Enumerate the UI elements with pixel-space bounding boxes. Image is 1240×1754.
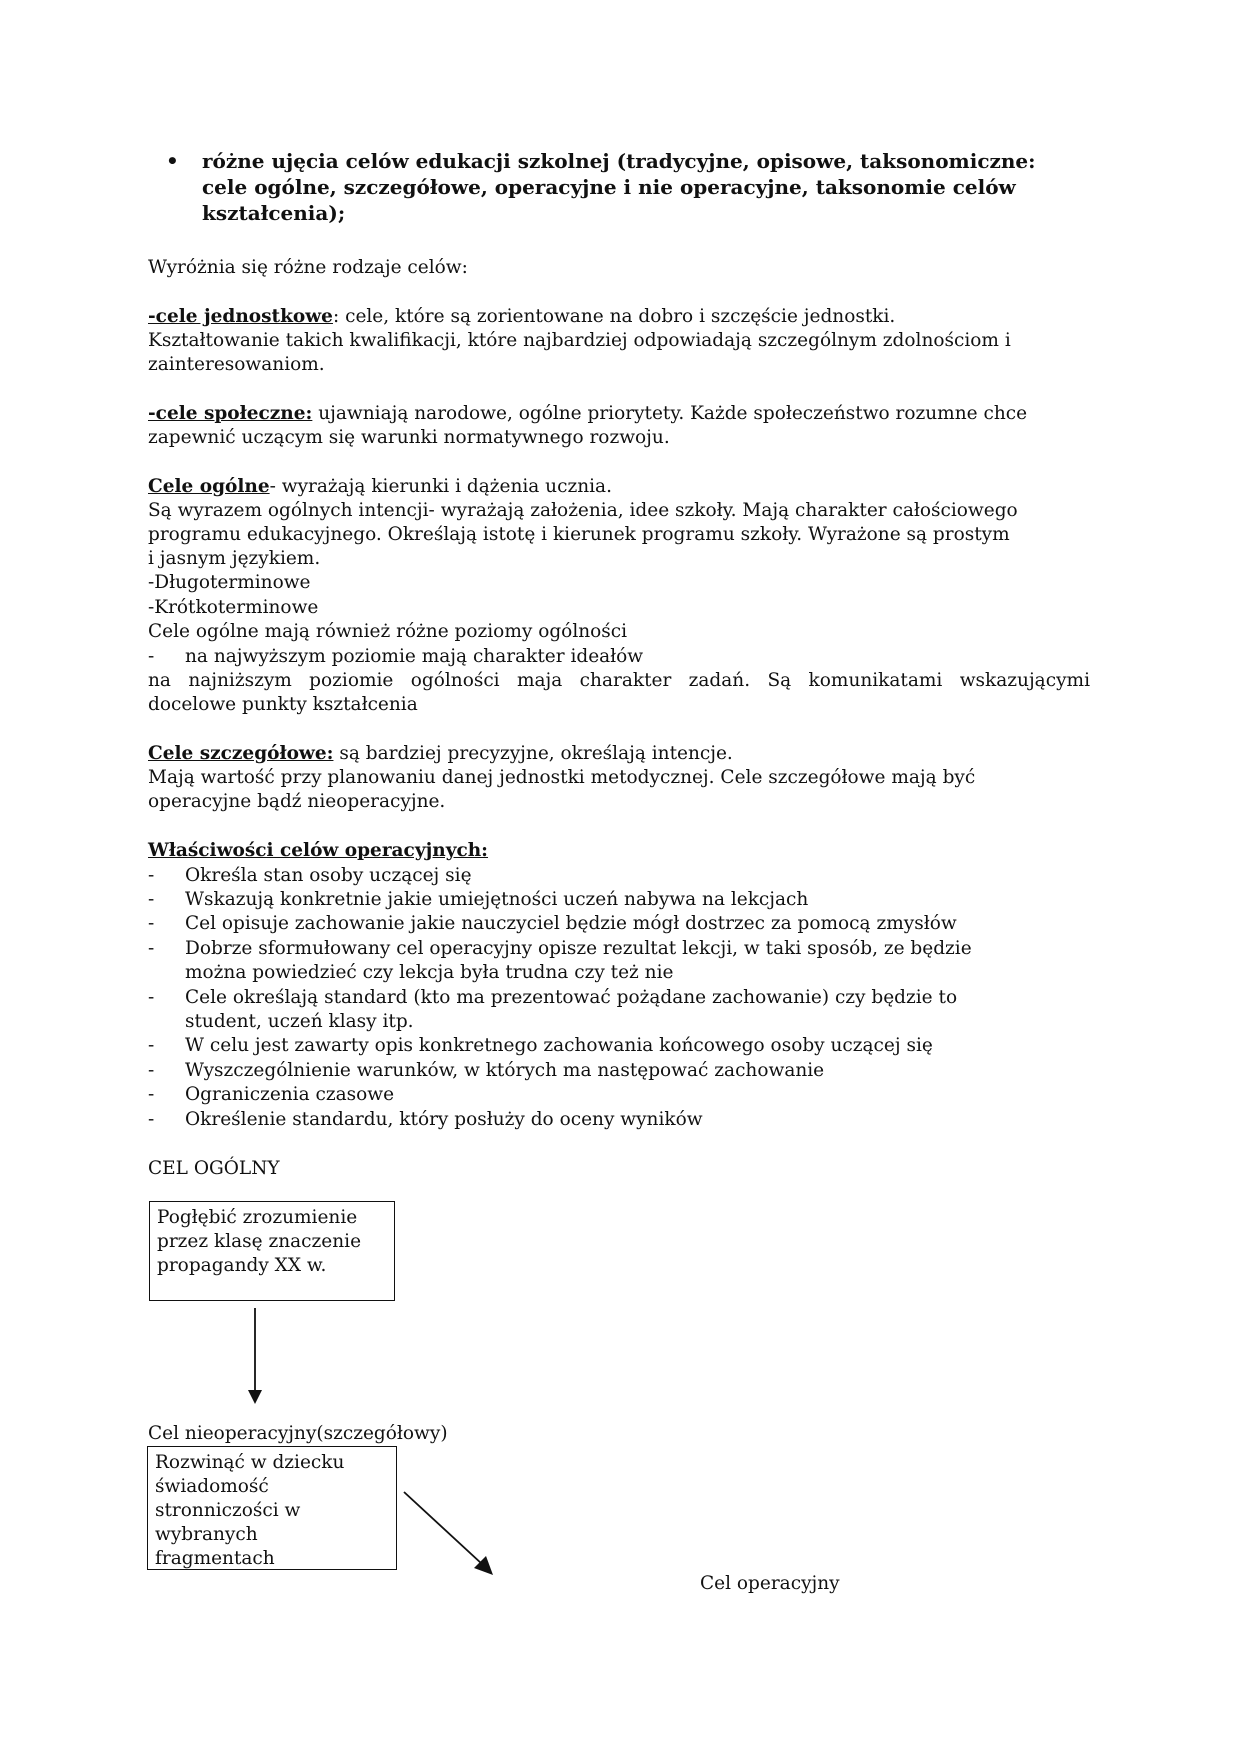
heading-line: cele ogólne, szczegółowe, operacyjne i nie operacyjne, taksonomie celów (202, 175, 1016, 199)
box-line: fragmentach (155, 1548, 275, 1569)
cel-operacyjny-label: Cel operacyjny (700, 1573, 840, 1594)
dash-marker: - (148, 987, 155, 1008)
dash-marker: - (148, 938, 155, 959)
paragraph-line: Kształtowanie takich kwalifikacji, które najbardziej odpowiadają szczególnym zdolnościom i (148, 330, 1011, 351)
intro-text: Wyróżnia się różne rodzaje celów: (148, 257, 468, 278)
paragraph-line: -Długoterminowe (148, 572, 311, 593)
box-line: świadomość (155, 1476, 269, 1497)
list-item: Określenie standardu, który posłuży do oceny wyników (185, 1109, 703, 1130)
cele-spoleczne-text: ujawniają narodowe, ogólne priorytety. Każde społeczeństwo rozumne chce (312, 403, 1028, 424)
cele-jednostkowe-text: : cele, które są zorientowane na dobro i szczęście jednostki. (332, 306, 896, 327)
paragraph-line: -Krótkoterminowe (148, 597, 319, 618)
arrow-down-icon (240, 1308, 270, 1404)
list-item-continuation: student, uczeń klasy itp. (185, 1011, 414, 1032)
list-item-continuation: można powiedzieć czy lekcja była trudna czy też nie (185, 962, 674, 983)
paragraph-line: zapewnić uczącym się warunki normatywnego rozwoju. (148, 427, 670, 448)
cele-jednostkowe-line (148, 305, 895, 329)
dash-marker: - (148, 1035, 155, 1056)
dash-marker: - (148, 889, 155, 910)
cele-ogolne-line (148, 475, 612, 499)
dash-marker: - (148, 646, 155, 667)
paragraph-line: Cele ogólne mają również różne poziomy ogólności (148, 621, 628, 642)
cele-spoleczne-label: -cele społeczne: (148, 403, 313, 424)
box-line: propagandy XX w. (157, 1255, 327, 1276)
cel-ogolny-box (149, 1201, 395, 1301)
paragraph-line: na najniższym poziomie ogólności maja charakter zadań. Są komunikatami wskazującymi (148, 670, 1090, 691)
cele-ogolne-label: Cele ogólne (148, 476, 270, 497)
box-line: wybranych (155, 1524, 258, 1545)
list-item: W celu jest zawarty opis konkretnego zachowania końcowego osoby uczącej się (185, 1035, 933, 1056)
cele-spoleczne-line (148, 402, 1027, 426)
list-item: Cele określają standard (kto ma prezentować pożądane zachowanie) czy będzie to (185, 987, 958, 1008)
heading-line: różne ujęcia celów edukacji szkolnej (tradycyjne, opisowe, taksonomiczne: (202, 149, 1036, 173)
dash-marker: - (148, 1084, 155, 1105)
dash-marker: - (148, 865, 155, 886)
cele-szczegolowe-label: Cele szczegółowe: (148, 743, 334, 764)
cele-szczegolowe-line (148, 742, 733, 766)
list-item: Wskazują konkretnie jakie umiejętności uczeń nabywa na lekcjach (185, 889, 809, 910)
list-item: Dobrze sformułowany cel operacyjny opisze rezultat lekcji, w taki sposób, ze będzie (185, 938, 972, 959)
paragraph-line: na najwyższym poziomie mają charakter ideałów (185, 646, 644, 667)
cele-ogolne-text: - wyrażają kierunki i dążenia ucznia. (269, 476, 612, 497)
paragraph-line: zainteresowaniom. (148, 354, 325, 375)
arrow-diagonal-icon (400, 1488, 496, 1578)
list-item: Wyszczególnienie warunków, w których ma następować zachowanie (185, 1060, 825, 1081)
box-line: przez klasę znaczenie (157, 1231, 362, 1252)
cel-ogolny-label: CEL OGÓLNY (148, 1158, 280, 1179)
box-line: stronniczości w (155, 1500, 301, 1521)
dash-marker: - (148, 1060, 155, 1081)
paragraph-line: programu edukacyjnego. Określają istotę i kierunek programu szkoły. Wyrażone są prostym (148, 524, 1010, 545)
paragraph-line: operacyjne bądź nieoperacyjne. (148, 791, 446, 812)
heading-line: kształcenia); (202, 201, 346, 225)
box-line: Rozwinąć w dziecku (155, 1452, 345, 1473)
wlasciwosci-label: Właściwości celów operacyjnych: (148, 840, 489, 861)
list-item: Cel opisuje zachowanie jakie nauczyciel będzie mógł dostrzec za pomocą zmysłów (185, 913, 957, 934)
box-line: Pogłębić zrozumienie (157, 1207, 358, 1228)
cele-szczegolowe-text: są bardziej precyzyjne, określają intencje. (333, 743, 733, 764)
paragraph-line: Są wyrazem ogólnych intencji- wyrażają założenia, idee szkoły. Mają charakter całościowego (148, 500, 1018, 521)
dash-marker: - (148, 913, 155, 934)
cel-nieoperacyjny-box (147, 1446, 397, 1570)
paragraph-line: i jasnym językiem. (148, 548, 321, 569)
bullet-icon: • (166, 149, 179, 173)
section-heading (166, 148, 1102, 226)
list-item: Określa stan osoby uczącej się (185, 865, 472, 886)
cele-jednostkowe-label: -cele jednostkowe (148, 306, 333, 327)
list-item: Ograniczenia czasowe (185, 1084, 395, 1105)
paragraph-line: docelowe punkty kształcenia (148, 694, 418, 715)
cel-nieoperacyjny-label: Cel nieoperacyjny(szczegółowy) (148, 1423, 448, 1444)
wlasciwosci-heading (148, 839, 488, 863)
dash-marker: - (148, 1109, 155, 1130)
paragraph-line: Mają wartość przy planowaniu danej jednostki metodycznej. Cele szczegółowe mają być (148, 767, 976, 788)
